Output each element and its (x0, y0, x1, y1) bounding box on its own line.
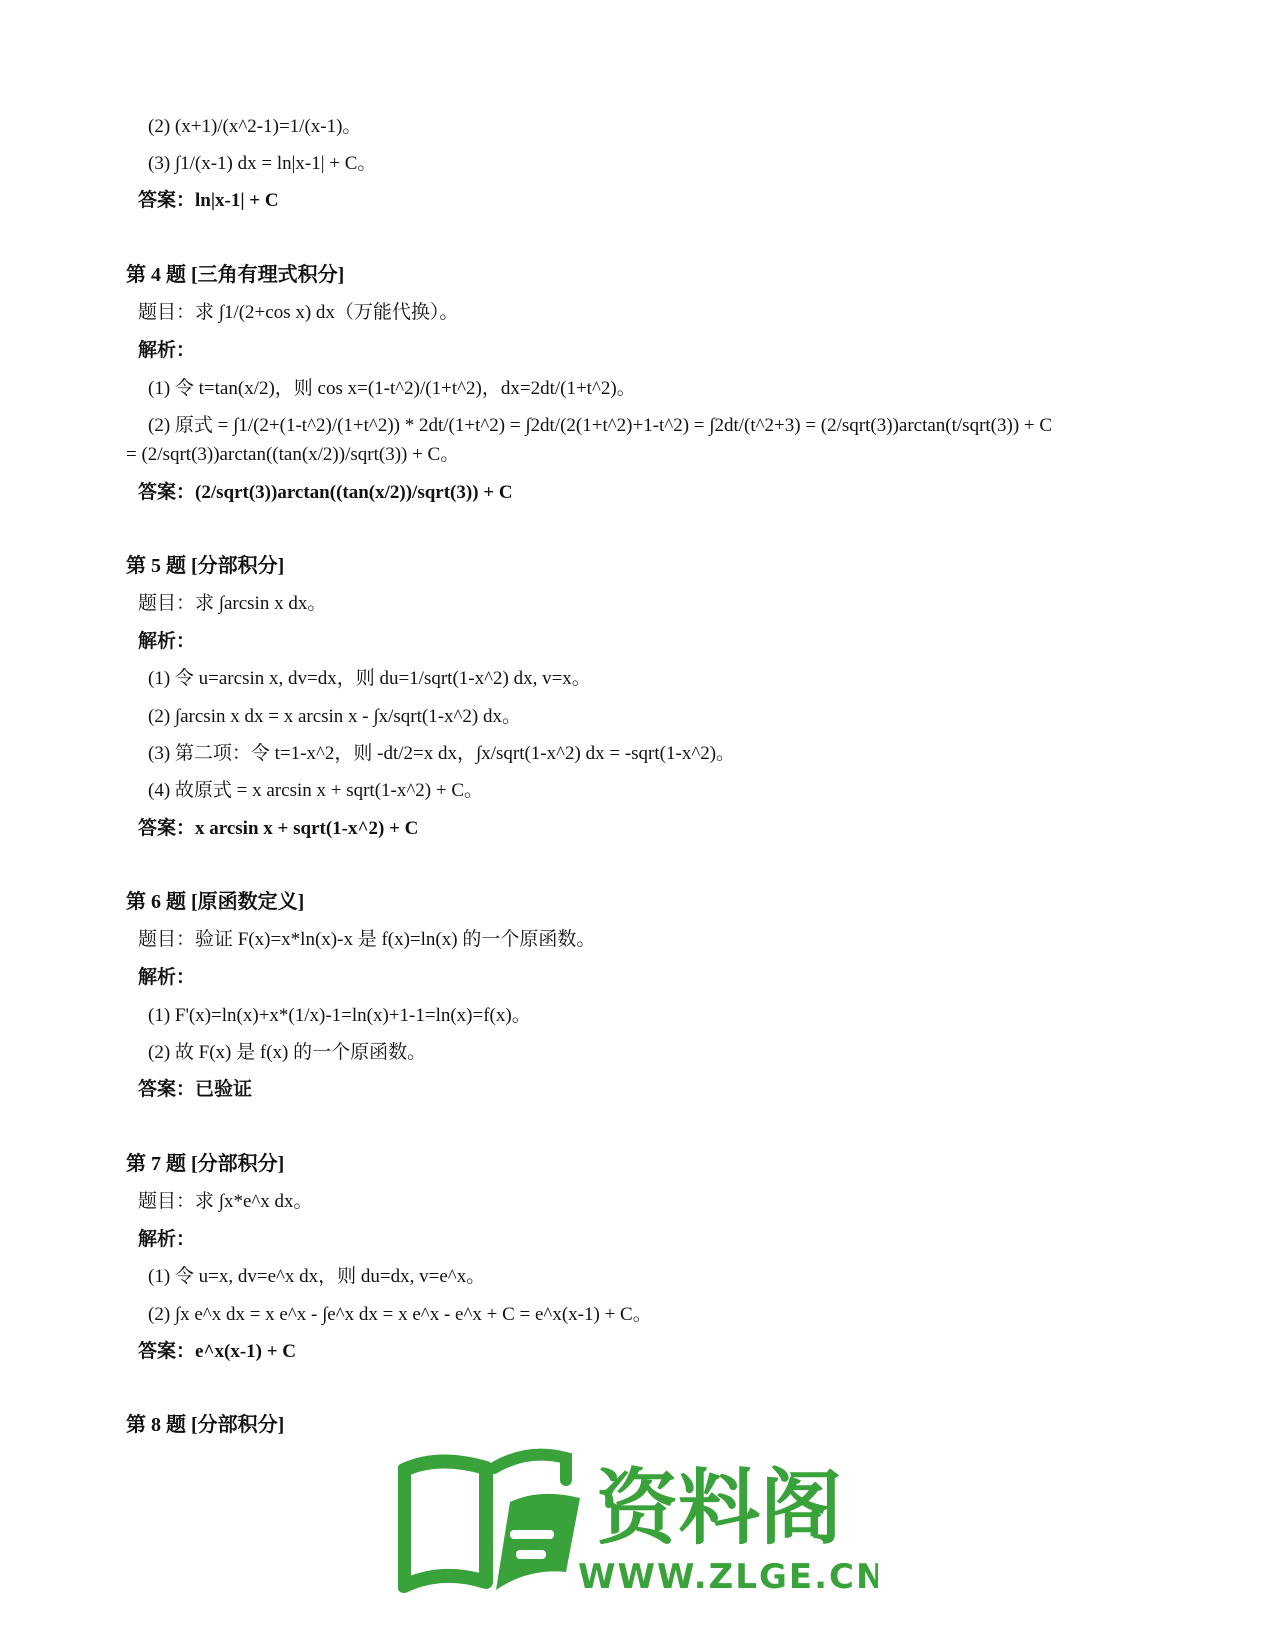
watermark-logo (398, 1440, 878, 1600)
watermark-svg (398, 1440, 878, 1600)
answer-value: (2/sqrt(3))arctan((tan(x/2))/sqrt(3)) + C (195, 482, 513, 503)
q4-heading: 第 4 题 [三角有理式积分] (126, 264, 345, 286)
watermark-title: 资料阁 (596, 1461, 843, 1556)
answer-label: 答案： (138, 1079, 196, 1100)
answer-value: ln|x-1| + C (195, 190, 279, 211)
answer-label: 答案： (138, 482, 196, 503)
q6-answer (138, 1077, 252, 1103)
answer-value: x arcsin x + sqrt(1-x^2) + C (195, 818, 419, 839)
q7-step-2: (2) ∫x e^x dx = x e^x - ∫e^x dx = x e^x - e^x + C = e^x(x-1) + C。 (148, 1304, 652, 1325)
answer-label: 答案： (138, 818, 196, 839)
q5-step-1: (1) 令 u=arcsin x, dv=dx，则 du=1/sqrt(1-x^2) dx, v=x。 (148, 668, 591, 689)
answer-value: 已验证 (195, 1079, 253, 1100)
open-book-icon (404, 1455, 580, 1590)
q6-analysis-label: 解析： (138, 967, 196, 988)
q4-analysis-label: 解析： (138, 340, 196, 361)
q5-step-2: (2) ∫arcsin x dx = x arcsin x - ∫x/sqrt(1-x^2) dx。 (148, 706, 522, 727)
q3-step-2: (2) (x+1)/(x^2-1)=1/(x-1)。 (148, 116, 362, 137)
answer-value: e^x(x-1) + C (195, 1341, 297, 1362)
q7-answer (138, 1339, 296, 1365)
q7-step-1: (1) 令 u=x, dv=e^x dx，则 du=dx, v=e^x。 (148, 1266, 486, 1287)
q5-answer (138, 816, 418, 842)
q4-problem: 题目：求 ∫1/(2+cos x) dx（万能代换）。 (138, 302, 459, 323)
q5-analysis-label: 解析： (138, 631, 196, 652)
q6-step-1: (1) F'(x)=ln(x)+x*(1/x)-1=ln(x)+1-1=ln(x)=f(x)。 (148, 1005, 531, 1026)
answer-label: 答案： (138, 1341, 196, 1362)
q4-step-2: (2) 原式 = ∫1/(2+(1-t^2)/(1+t^2)) * 2dt/(1+t^2) = ∫2dt/(2(1+t^2)+1-t^2) = ∫2dt/(t^2+3) = (2/sqrt(3))arctan(t/sqrt(3)) + C (148, 415, 1053, 436)
watermark-url: WWW.ZLGE.CN (578, 1557, 878, 1597)
q6-problem: 题目：验证 F(x)=x*ln(x)-x 是 f(x)=ln(x) 的一个原函数。 (138, 929, 596, 950)
q3-answer (138, 188, 279, 214)
q7-analysis-label: 解析： (138, 1229, 196, 1250)
q7-problem: 题目：求 ∫x*e^x dx。 (138, 1191, 313, 1212)
q3-step-3: (3) ∫1/(x-1) dx = ln|x-1| + C。 (148, 153, 377, 174)
q8-heading: 第 8 题 [分部积分] (126, 1414, 285, 1436)
q7-heading: 第 7 题 [分部积分] (126, 1153, 285, 1175)
q5-step-3: (3) 第二项：令 t=1-x^2，则 -dt/2=x dx，∫x/sqrt(1-x^2) dx = -sqrt(1-x^2)。 (148, 743, 736, 764)
answer-label: 答案： (138, 190, 196, 211)
q5-problem: 题目：求 ∫arcsin x dx。 (138, 593, 327, 614)
q6-heading: 第 6 题 [原函数定义] (126, 891, 305, 913)
q5-heading: 第 5 题 [分部积分] (126, 555, 285, 577)
q4-answer (138, 480, 513, 506)
q4-step-1: (1) 令 t=tan(x/2)，则 cos x=(1-t^2)/(1+t^2)，dx=2dt/(1+t^2)。 (148, 378, 636, 399)
q4-step-2-continued: = (2/sqrt(3))arctan((tan(x/2))/sqrt(3)) + C。 (126, 444, 460, 465)
q5-step-4: (4) 故原式 = x arcsin x + sqrt(1-x^2) + C。 (148, 780, 483, 801)
q6-step-2: (2) 故 F(x) 是 f(x) 的一个原函数。 (148, 1042, 427, 1063)
